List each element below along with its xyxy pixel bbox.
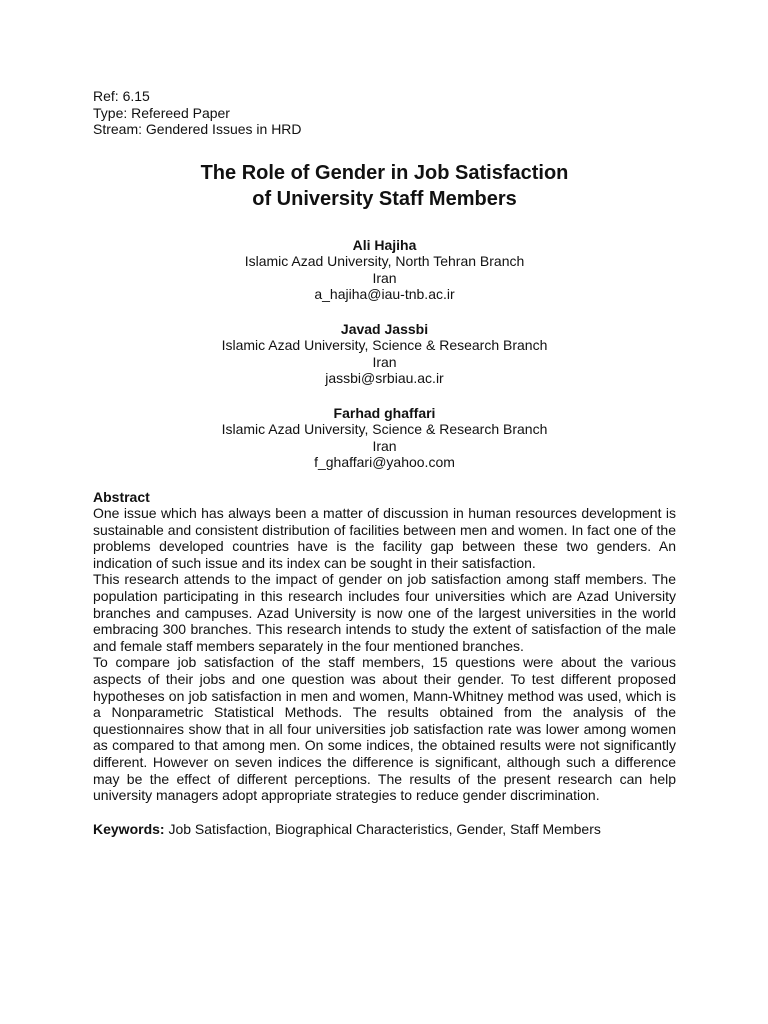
author-name: Farhad ghaffari [333,404,436,421]
keywords-line [93,821,676,838]
author-name: Ali Hajiha [352,236,417,253]
keywords-text: Job Satisfaction, Biographical Characteristics, Gender, Staff Members [164,820,601,837]
abstract-section [93,489,676,804]
author-affiliation: Islamic Azad University, Science & Research Branch [221,337,548,353]
abstract-paragraph: This research attends to the impact of gender on job satisfaction among staff members. The population participating in this research includes four universities which are Azad University branches and campuses. Azad University is now one of the largest universities in the world embracing 300 branches. This research intends to study the extent of satisfaction of the male and female staff members separately in the four mentioned branches. [93,571,676,654]
keywords-label: Keywords: [93,820,165,837]
author-email: f_ghaffari@yahoo.com [314,454,455,470]
author-email: jassbi@srbiau.ac.ir [325,370,444,386]
author-block [93,405,676,471]
author-country: Iran [372,437,397,454]
title-line-1: The Role of Gender in Job Satisfaction [200,161,569,184]
author-email: a_hajiha@iau-tnb.ac.ir [314,286,455,302]
paper-page [93,88,676,837]
abstract-paragraph: To compare job satisfaction of the staff members, 15 questions were about the various aspects of their jobs and one question was about their gender. To test different proposed hypotheses on job satisfaction in men and women, Mann-Whitney method was used, which is a Nonparametric Statistical Methods. The results obtained from the analysis of the questionnaires show that in all four universities job satisfaction rate was lower among women as compared to that among men. On some indices, the obtained results were not significantly different. However on seven indices the difference is significant, although such a difference may be the effect of different perceptions. The results of the present research can help university managers adopt appropriate strategies to reduce gender discrimination. [93,654,676,804]
author-affiliation: Islamic Azad University, North Tehran Branch [244,253,525,269]
author-affiliation: Islamic Azad University, Science & Research Branch [221,421,548,437]
author-block [93,321,676,387]
type-line: Type: Refereed Paper [93,104,230,121]
abstract-heading: Abstract [93,488,150,505]
abstract-paragraph: One issue which has always been a matter of discussion in human resources development is sustainable and consistent distribution of facilities between men and women. In fact one of the problems developed countries have is the facility gap between these two genders. An indication of such issue and its index can be sought in their satisfaction. [93,505,676,571]
ref-line: Ref: 6.15 [93,88,150,104]
author-name: Javad Jassbi [340,320,429,337]
title-line-2: of University Staff Members [252,187,517,210]
author-country: Iran [372,353,397,370]
stream-line: Stream: Gendered Issues in HRD [93,121,302,137]
paper-metadata [93,88,676,138]
paper-title [93,160,676,212]
author-list [93,237,676,471]
author-block [93,237,676,303]
author-country: Iran [372,269,397,286]
